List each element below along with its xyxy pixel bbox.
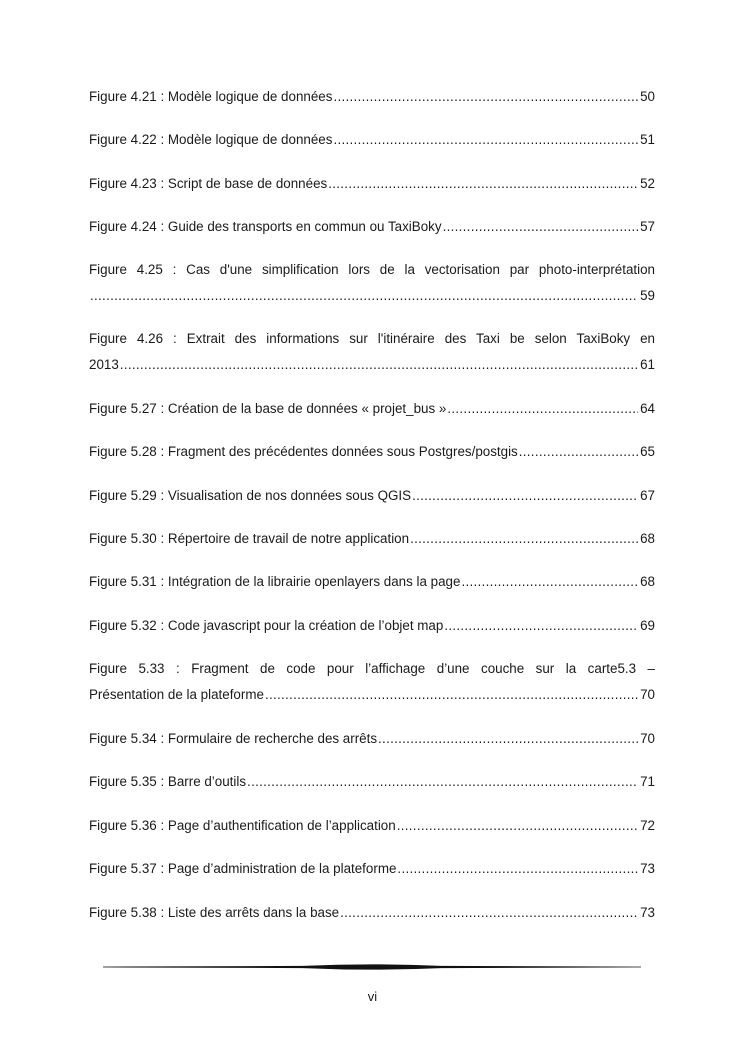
toc-entry-5-29: Figure 5.29 : Visualisation de nos données sous QGIS ..... 67 [89,487,655,505]
toc-entry-5-27: Figure 5.27 : Création de la base de données « projet_bus » ..... 64 [89,400,655,418]
toc-entry-5-37: Figure 5.37 : Page d’administration de la plateforme ..... 73 [89,860,655,878]
toc-entry-5-33: Figure 5.33 : Fragment de code pour l’affichage d’une couche sur la carte5.3 – Présentation de la plateforme ..... 70 [89,660,655,704]
footer-ornament-rule [103,962,641,972]
dot-leader [397,817,638,835]
dot-leader [378,730,638,748]
toc-entry-5-28: Figure 5.28 : Fragment des précédentes données sous Postgres/postgis ..... 65 [89,443,655,461]
toc-entry-4-23: Figure 4.23 : Script de base de données ..... 52 [89,175,655,193]
dot-leader [412,487,638,505]
toc-entry-4-21: Figure 4.21 : Modèle logique de données ..... 50 [89,88,655,106]
toc-entry-4-24: Figure 4.24 : Guide des transports en commun ou TaxiBoky ..... 57 [89,218,655,236]
toc-entry-4-26: Figure 4.26 : Extrait des informations sur l'itinéraire des Taxi be selon TaxiBoky en 2013 ..... 61 [89,330,655,374]
dot-leader [340,904,638,922]
dot-leader [90,287,638,305]
toc-entry-5-30: Figure 5.30 : Répertoire de travail de notre application ..... 68 [89,530,655,548]
page-number: vi [367,989,378,1004]
toc-entry-5-35: Figure 5.35 : Barre d’outils ..... 71 [89,773,655,791]
toc-entry-5-31: Figure 5.31 : Intégration de la librairie openlayers dans la page ..... 68 [89,573,655,591]
dot-leader [444,617,638,635]
dot-leader [333,88,638,106]
toc-entry-4-22: Figure 4.22 : Modèle logique de données ..... 51 [89,131,655,149]
toc-entry-4-25: Figure 4.25 : Cas d'une simplification lors de la vectorisation par photo-interprétation ..... 59 [89,261,655,305]
dot-leader [247,773,638,791]
dot-leader [120,356,638,374]
dot-leader [397,860,638,878]
dot-leader [461,573,638,591]
toc-entry-5-32: Figure 5.32 : Code javascript pour la création de l’objet map ..... 69 [89,617,655,635]
dot-leader [333,131,638,149]
dot-leader [410,530,638,548]
dot-leader [519,443,638,461]
dot-leader [443,218,639,236]
toc-entry-5-38: Figure 5.38 : Liste des arrêts dans la base ..... 73 [89,904,655,922]
toc-entry-5-36: Figure 5.36 : Page d’authentification de l’application ..... 72 [89,817,655,835]
toc-entry-5-34: Figure 5.34 : Formulaire de recherche des arrêts ..... 70 [89,730,655,748]
dot-leader [447,400,638,418]
dot-leader [265,686,638,704]
dot-leader [328,175,638,193]
